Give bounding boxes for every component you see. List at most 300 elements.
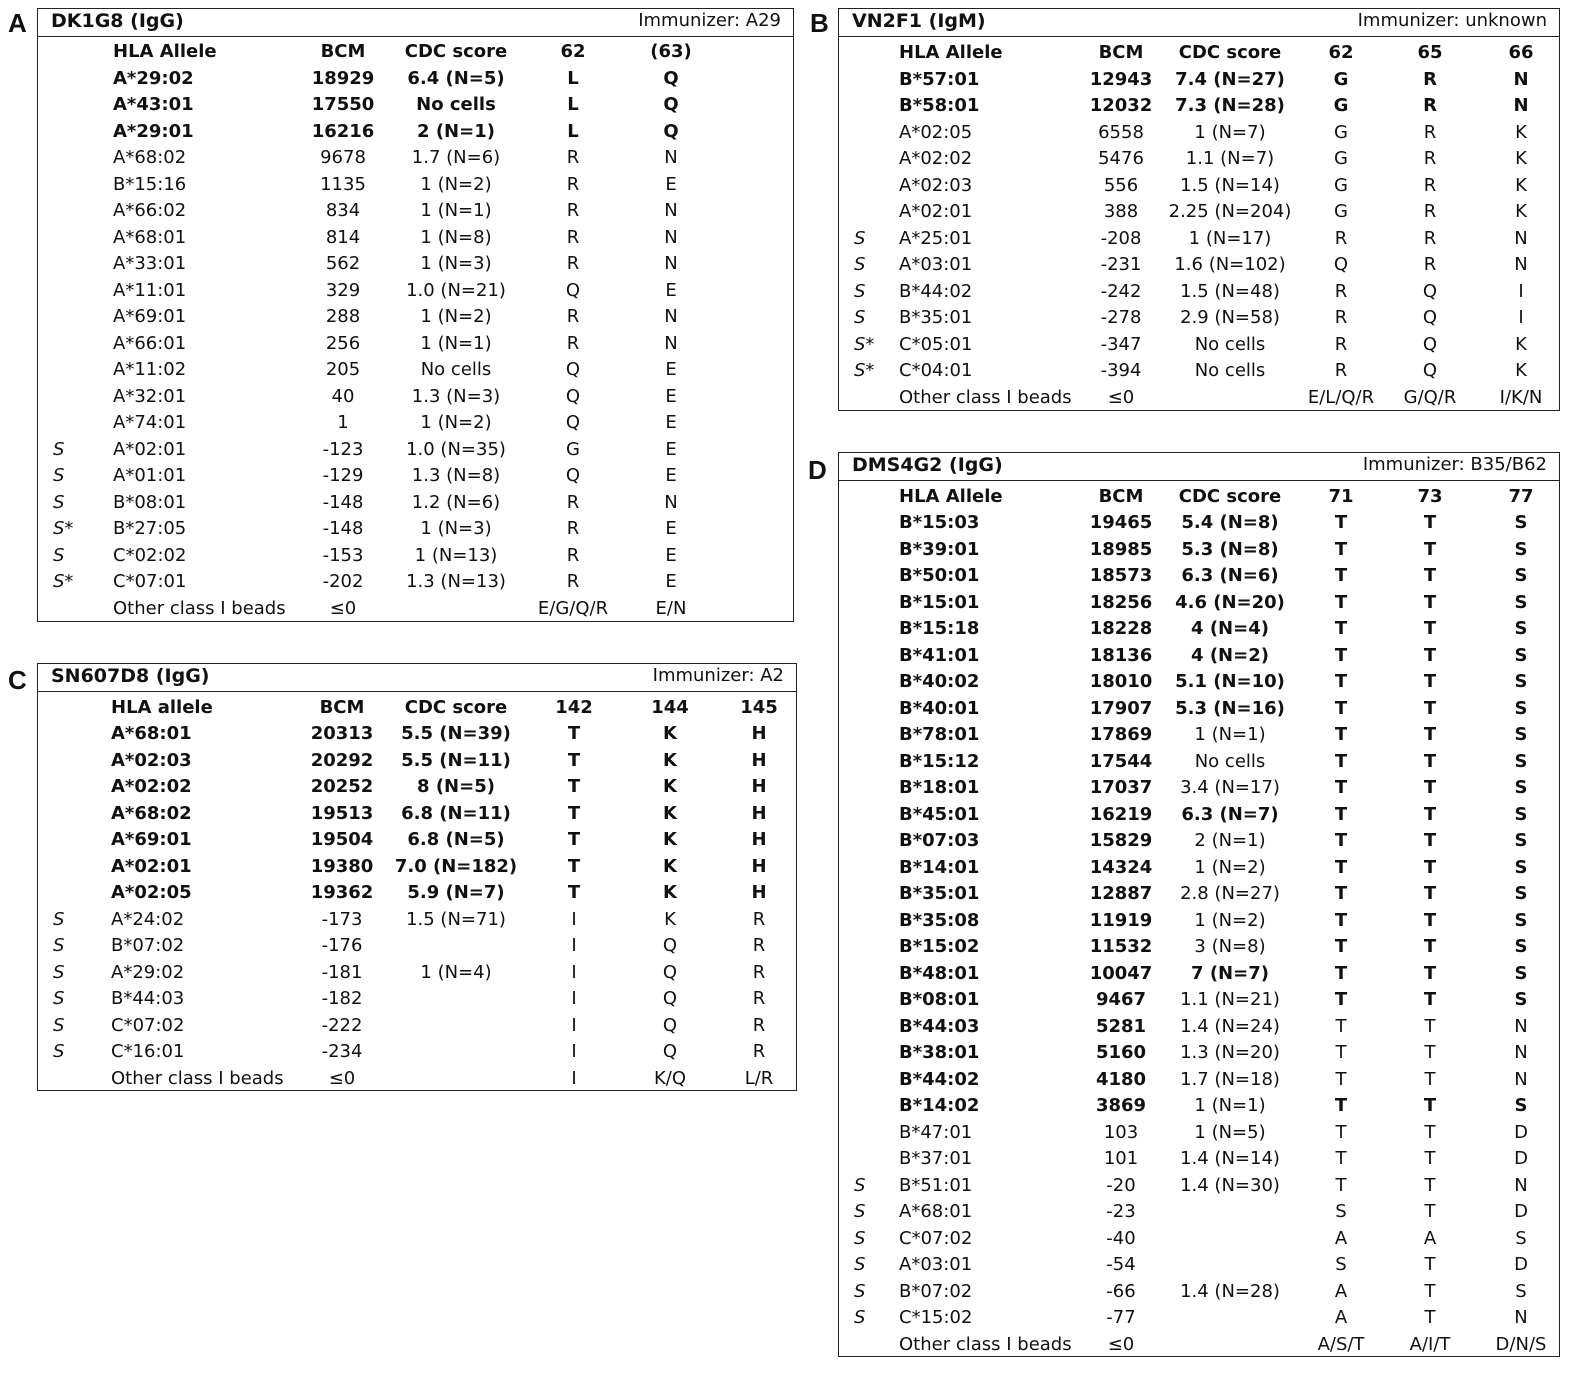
cell-residue-1: T <box>567 802 581 824</box>
cell-cdc-score: 2.9 (N=58) <box>1180 307 1280 328</box>
cell-cdc-score: 7 (N=7) <box>1191 962 1269 984</box>
cell-allele: B*58:01 <box>899 95 980 116</box>
cell-residue-2: N <box>664 147 678 168</box>
cell-flag: S <box>854 1227 866 1249</box>
cell-residue-1: R <box>566 173 580 195</box>
header-residue-2: 65 <box>1417 42 1443 63</box>
cell-residue-2: T <box>1423 803 1437 825</box>
cell-cdc-score: 1.0 (N=35) <box>406 438 506 460</box>
cell-residue-2: T <box>1423 591 1437 613</box>
cell-bcm: 9467 <box>1095 989 1147 1010</box>
cell-cdc-score: 5.5 (N=39) <box>401 723 511 744</box>
cell-cdc-score: 1.5 (N=71) <box>406 908 506 930</box>
cell-residue-3: N <box>1514 1042 1528 1063</box>
cell-residue-1: R <box>566 306 580 327</box>
cell-flag: S <box>53 1014 65 1036</box>
cell-residue-2: E <box>665 465 677 486</box>
cell-residue-1: A/S/T <box>1317 1333 1365 1355</box>
table-row <box>839 1199 1559 1226</box>
cell-residue-1: T <box>1335 1148 1347 1169</box>
cell-allele: B*07:02 <box>111 935 185 956</box>
cell-cdc-score: 5.4 (N=8) <box>1181 512 1279 533</box>
cell-cdc-score: 4 (N=4) <box>1191 618 1269 639</box>
table-header-row <box>38 695 796 722</box>
table-row <box>839 987 1559 1014</box>
cell-residue-2: A/I/T <box>1409 1333 1451 1355</box>
cell-residue-2: T <box>1423 830 1437 851</box>
cell-allele: A*68:02 <box>111 802 192 824</box>
cell-bcm: 388 <box>1103 201 1139 222</box>
cell-flag: S <box>854 1174 866 1196</box>
cell-residue-1: R <box>566 226 580 248</box>
cell-cdc-score: 1.3 (N=8) <box>411 465 501 486</box>
cell-bcm: 19504 <box>310 829 374 850</box>
cell-residue-3: S <box>1514 724 1528 745</box>
cell-residue-2: K <box>663 802 677 824</box>
panel-label: C <box>8 665 27 695</box>
header-allele: HLA Allele <box>899 485 1003 507</box>
cell-allele: B*44:02 <box>899 280 973 302</box>
table-row <box>839 775 1559 802</box>
cell-residue-3: H <box>751 723 767 744</box>
cell-cdc-score: 2 (N=1) <box>417 120 495 142</box>
cell-residue-3: R <box>752 1041 766 1062</box>
cell-residue-1: Q <box>565 359 581 380</box>
cell-allele: B*15:02 <box>899 936 980 957</box>
cell-allele: A*68:02 <box>113 147 187 168</box>
cell-residue-3: I/K/N <box>1499 386 1543 408</box>
cell-cdc-score: 1 (N=8) <box>420 226 492 248</box>
table-row <box>839 1252 1559 1279</box>
cell-residue-1: T <box>1334 512 1348 533</box>
cell-residue-3: S <box>1514 856 1528 878</box>
cell-cdc-score: 1.4 (N=30) <box>1180 1174 1280 1196</box>
table-row <box>839 590 1559 617</box>
cell-residue-2: T <box>1424 1121 1436 1143</box>
cell-residue-1: T <box>1334 750 1348 772</box>
cell-residue-1: T <box>1334 909 1348 931</box>
header-cdc-score: CDC score <box>1178 485 1282 507</box>
table-row <box>38 801 796 828</box>
table-row <box>839 1146 1559 1173</box>
cell-allele: A*29:02 <box>113 67 194 89</box>
table-row <box>38 516 793 543</box>
header-residue-1: 71 <box>1328 485 1354 507</box>
cell-bcm: 19465 <box>1089 512 1153 533</box>
cell-flag: S <box>53 438 65 460</box>
cell-residue-3: K <box>1515 201 1527 222</box>
table-row <box>38 1066 796 1093</box>
panel-title: DK1G8 (IgG) <box>51 10 184 32</box>
table-row <box>839 802 1559 829</box>
cell-bcm: 20313 <box>310 723 374 744</box>
cell-bcm: 17907 <box>1089 697 1153 719</box>
cell-residue-3: R <box>752 1014 766 1036</box>
table-row <box>38 933 796 960</box>
cell-residue-2: N <box>664 491 678 513</box>
cell-bcm: ≤0 <box>328 1067 356 1089</box>
cell-allele: B*44:02 <box>899 1068 980 1090</box>
table-row <box>38 543 793 570</box>
cell-residue-1: T <box>1334 697 1348 719</box>
cell-residue-1: G <box>1334 174 1348 196</box>
panel-header <box>38 664 796 692</box>
cell-residue-2: E <box>665 412 677 433</box>
cell-allele: B*27:05 <box>113 518 187 539</box>
table-row <box>38 854 796 881</box>
cell-bcm: 19362 <box>310 882 374 903</box>
panel-title: DMS4G2 (IgG) <box>852 454 1003 476</box>
cell-flag: S <box>53 1041 65 1062</box>
cell-residue-2: T <box>1423 750 1437 772</box>
cell-flag: S* <box>53 571 74 592</box>
cell-allele: A*01:01 <box>113 465 187 486</box>
cell-bcm: -123 <box>322 438 364 460</box>
cell-residue-2: R <box>1423 121 1437 143</box>
panel-header <box>839 9 1559 37</box>
cell-bcm: 329 <box>325 279 361 301</box>
table-row <box>839 358 1559 385</box>
table-row <box>38 357 793 384</box>
cell-residue-1: R <box>566 518 580 539</box>
cell-residue-3: R <box>752 908 766 930</box>
panel-a-table <box>37 8 794 622</box>
cell-residue-3: S <box>1514 591 1528 613</box>
table-row <box>839 252 1559 279</box>
cell-residue-1: Q <box>565 412 581 433</box>
table-row <box>38 172 793 199</box>
cell-cdc-score: 1 (N=13) <box>414 544 498 566</box>
cell-cdc-score: 2 (N=1) <box>1194 830 1266 851</box>
table-row <box>839 1120 1559 1147</box>
table-row <box>38 278 793 305</box>
cell-cdc-score: 1 (N=4) <box>420 961 492 983</box>
cell-flag: S <box>53 465 65 486</box>
cell-allele: B*40:02 <box>899 671 980 692</box>
table-row <box>839 881 1559 908</box>
cell-cdc-score: 7.4 (N=27) <box>1175 68 1285 90</box>
cell-residue-2: T <box>1423 538 1437 560</box>
cell-residue-1: I <box>571 961 577 983</box>
cell-bcm: 10047 <box>1089 962 1153 984</box>
table-row <box>839 537 1559 564</box>
cell-bcm: -394 <box>1100 360 1142 381</box>
cell-residue-2: E <box>665 385 677 407</box>
cell-allele: B*48:01 <box>899 962 980 984</box>
table-row <box>839 1305 1559 1332</box>
cell-bcm: 205 <box>325 359 361 380</box>
table-row <box>38 145 793 172</box>
cell-allele: A*25:01 <box>899 227 973 249</box>
cell-residue-2: R <box>1423 148 1437 169</box>
cell-allele: Other class I beads <box>113 597 286 619</box>
cell-residue-1: R <box>1334 227 1348 249</box>
cell-allele: C*15:02 <box>899 1307 973 1328</box>
cell-cdc-score: 1.2 (N=6) <box>411 491 501 513</box>
cell-residue-3: S <box>1514 803 1528 825</box>
cell-residue-2: T <box>1423 883 1437 904</box>
cell-bcm: 17869 <box>1089 724 1153 745</box>
cell-residue-2: Q <box>1422 307 1438 328</box>
cell-residue-3: S <box>1514 618 1528 639</box>
cell-allele: A*66:02 <box>113 200 187 221</box>
cell-allele: A*11:01 <box>113 279 187 301</box>
cell-cdc-score: 1.1 (N=21) <box>1180 989 1280 1010</box>
cell-residue-1: A <box>1334 1280 1348 1302</box>
cell-allele: B*39:01 <box>899 538 980 560</box>
cell-residue-3: S <box>1514 989 1528 1010</box>
cell-residue-3: S <box>1514 962 1528 984</box>
table-row <box>839 1067 1559 1094</box>
cell-residue-2: E <box>665 518 677 539</box>
cell-cdc-score: 1.3 (N=3) <box>411 385 501 407</box>
cell-bcm: -40 <box>1106 1227 1136 1249</box>
cell-bcm: 11532 <box>1089 936 1153 957</box>
table-row <box>38 92 793 119</box>
cell-allele: A*02:01 <box>113 438 187 460</box>
cell-bcm: 17550 <box>311 94 375 115</box>
cell-cdc-score: 7.0 (N=182) <box>394 855 518 877</box>
cell-residue-2: T <box>1423 644 1437 666</box>
cell-bcm: -234 <box>321 1041 363 1062</box>
cell-bcm: 18256 <box>1089 591 1153 613</box>
table-row <box>839 510 1559 537</box>
cell-allele: B*35:08 <box>899 909 980 931</box>
header-residue-3: 145 <box>740 696 778 718</box>
cell-residue-1: R <box>566 253 580 274</box>
header-bcm: BCM <box>1098 42 1144 63</box>
cell-bcm: -173 <box>321 908 363 930</box>
cell-bcm: 12943 <box>1089 68 1153 90</box>
cell-allele: B*35:01 <box>899 883 980 904</box>
table-row <box>38 986 796 1013</box>
cell-allele: A*66:01 <box>113 332 187 354</box>
table-row <box>839 616 1559 643</box>
cell-residue-2: T <box>1424 1042 1436 1063</box>
panel-header <box>38 9 793 37</box>
cell-cdc-score: 1 (N=1) <box>1194 724 1266 745</box>
cell-residue-1: G <box>1333 68 1349 90</box>
table-row <box>38 748 796 775</box>
cell-residue-2: T <box>1424 1148 1436 1169</box>
cell-residue-1: R <box>1334 307 1348 328</box>
cell-flag: S <box>854 307 866 328</box>
cell-bcm: 17544 <box>1089 750 1153 772</box>
cell-residue-2: E <box>665 359 677 380</box>
table-row <box>38 198 793 225</box>
table-row <box>839 1332 1559 1359</box>
cell-residue-2: Q <box>1422 280 1438 302</box>
table-row <box>839 332 1559 359</box>
cell-residue-2: T <box>1423 724 1437 745</box>
cell-cdc-score: 1.6 (N=102) <box>1174 254 1286 275</box>
cell-residue-3: S <box>1514 1095 1528 1116</box>
cell-residue-2: T <box>1424 1280 1436 1302</box>
cell-residue-1: T <box>567 882 581 903</box>
cell-allele: B*15:12 <box>899 750 980 772</box>
cell-allele: C*07:01 <box>113 571 187 592</box>
cell-residue-3: S <box>1514 697 1528 719</box>
cell-cdc-score: 5.5 (N=11) <box>401 749 511 771</box>
cell-allele: B*08:01 <box>899 989 980 1010</box>
cell-flag: S* <box>854 360 875 381</box>
cell-flag: S* <box>854 333 875 355</box>
cell-residue-1: T <box>1334 830 1348 851</box>
cell-residue-3: K <box>1515 148 1527 169</box>
cell-cdc-score: 1.7 (N=6) <box>411 147 501 168</box>
cell-bcm: ≤0 <box>1107 1333 1135 1355</box>
cell-cdc-score: 8 (N=5) <box>417 776 495 797</box>
cell-bcm: 1 <box>337 412 349 433</box>
cell-residue-1: T <box>1334 671 1348 692</box>
cell-residue-3: H <box>751 882 767 903</box>
cell-cdc-score: 6.3 (N=6) <box>1181 565 1279 586</box>
cell-bcm: 556 <box>1103 174 1139 196</box>
cell-residue-1: R <box>566 200 580 221</box>
panel-label: D <box>808 455 827 485</box>
panel-c-table <box>37 663 797 1091</box>
cell-residue-3: D <box>1514 1201 1528 1222</box>
cell-residue-2: N <box>664 200 678 221</box>
cell-bcm: 18929 <box>311 67 375 89</box>
cell-residue-2: T <box>1424 1201 1436 1222</box>
cell-cdc-score: 2.8 (N=27) <box>1180 883 1280 904</box>
cell-bcm: 9678 <box>320 147 366 168</box>
cell-residue-3: R <box>752 935 766 956</box>
table-row <box>38 721 796 748</box>
cell-residue-1: L <box>567 94 579 115</box>
cell-residue-2: T <box>1424 1068 1436 1090</box>
cell-residue-1: Q <box>565 385 581 407</box>
cell-bcm: 15829 <box>1089 830 1153 851</box>
cell-residue-2: K <box>664 908 676 930</box>
cell-bcm: -222 <box>321 1014 363 1036</box>
cell-residue-1: S <box>1335 1201 1347 1222</box>
cell-allele: B*15:16 <box>113 173 187 195</box>
cell-allele: A*02:05 <box>899 121 973 143</box>
cell-allele: A*68:01 <box>111 723 192 744</box>
cell-residue-2: N <box>664 253 678 274</box>
cell-residue-1: Q <box>1333 254 1349 275</box>
cell-residue-3: I <box>1518 307 1524 328</box>
table-row <box>839 908 1559 935</box>
table-row <box>839 1279 1559 1306</box>
cell-allele: B*15:03 <box>899 512 980 533</box>
header-residue-1: 62 <box>1328 42 1354 63</box>
cell-residue-1: T <box>1334 962 1348 984</box>
cell-allele: A*68:01 <box>899 1201 973 1222</box>
cell-allele: B*37:01 <box>899 1148 973 1169</box>
cell-allele: B*18:01 <box>899 777 980 798</box>
cell-residue-1: G <box>1334 148 1348 169</box>
cell-residue-2: E <box>665 571 677 592</box>
cell-residue-2: N <box>664 306 678 327</box>
cell-bcm: 3869 <box>1095 1095 1147 1116</box>
cell-residue-3: L/R <box>744 1067 774 1089</box>
cell-cdc-score: 4.6 (N=20) <box>1175 591 1285 613</box>
cell-flag: S <box>854 227 866 249</box>
cell-bcm: 18985 <box>1089 538 1153 560</box>
header-residue-2: 144 <box>651 696 689 718</box>
table-row <box>839 828 1559 855</box>
cell-allele: A*24:02 <box>111 908 185 930</box>
cell-flag: S <box>53 908 65 930</box>
cell-bcm: 20292 <box>310 749 374 771</box>
cell-allele: B*35:01 <box>899 307 973 328</box>
cell-residue-2: Q <box>662 1014 678 1036</box>
cell-residue-2: T <box>1423 989 1437 1010</box>
cell-bcm: 4180 <box>1095 1068 1147 1090</box>
header-allele: HLA Allele <box>113 41 217 62</box>
table-row <box>38 1013 796 1040</box>
cell-cdc-score: 1 (N=17) <box>1188 227 1272 249</box>
cell-allele: A*03:01 <box>899 1254 973 1275</box>
cell-allele: A*02:03 <box>111 749 192 771</box>
cell-residue-1: Q <box>565 465 581 486</box>
cell-bcm: -153 <box>322 544 364 566</box>
cell-allele: B*78:01 <box>899 724 980 745</box>
cell-residue-1: T <box>1334 618 1348 639</box>
cell-residue-2: T <box>1423 1095 1437 1116</box>
cell-allele: C*07:02 <box>899 1227 973 1249</box>
cell-residue-1: T <box>1334 565 1348 586</box>
cell-cdc-score: 5.3 (N=16) <box>1175 697 1285 719</box>
cell-residue-3: N <box>1514 254 1528 275</box>
cell-flag: S <box>854 254 866 275</box>
cell-residue-1: R <box>1334 280 1348 302</box>
table-row <box>839 669 1559 696</box>
cell-bcm: 288 <box>325 306 361 327</box>
cell-residue-3: S <box>1514 883 1528 904</box>
table-row <box>839 855 1559 882</box>
cell-allele: C*02:02 <box>113 544 187 566</box>
cell-residue-2: K/Q <box>653 1067 687 1089</box>
cell-residue-3: H <box>751 776 767 797</box>
cell-residue-1: R <box>566 544 580 566</box>
cell-residue-2: Q <box>662 1041 678 1062</box>
cell-bcm: 103 <box>1103 1121 1139 1143</box>
panel-label: B <box>810 8 829 38</box>
cell-residue-2: E <box>665 173 677 195</box>
cell-bcm: 6558 <box>1098 121 1144 143</box>
cell-residue-3: D/N/S <box>1495 1333 1547 1355</box>
cell-residue-2: K <box>663 829 677 850</box>
cell-residue-2: N <box>664 226 678 248</box>
cell-allele: A*02:01 <box>111 855 192 877</box>
cell-residue-3: N <box>1513 95 1529 116</box>
cell-bcm: -181 <box>321 961 363 983</box>
cell-cdc-score: 5.9 (N=7) <box>407 882 505 903</box>
table-row <box>38 119 793 146</box>
cell-allele: A*69:01 <box>111 829 192 850</box>
cell-residue-2: E <box>665 544 677 566</box>
cell-bcm: 18136 <box>1089 644 1153 666</box>
cell-flag: S <box>854 280 866 302</box>
cell-allele: C*16:01 <box>111 1041 185 1062</box>
cell-residue-1: T <box>1334 989 1348 1010</box>
cell-allele: B*07:03 <box>899 830 980 851</box>
table-row <box>839 146 1559 173</box>
cell-cdc-score: 1 (N=3) <box>420 518 492 539</box>
cell-residue-1: G <box>1334 201 1348 222</box>
cell-residue-2: Q <box>662 935 678 956</box>
table-row <box>839 93 1559 120</box>
cell-residue-2: E <box>665 279 677 301</box>
table-row <box>839 199 1559 226</box>
cell-residue-2: T <box>1424 1307 1436 1328</box>
cell-residue-1: T <box>1334 644 1348 666</box>
cell-allele: A*69:01 <box>113 306 187 327</box>
